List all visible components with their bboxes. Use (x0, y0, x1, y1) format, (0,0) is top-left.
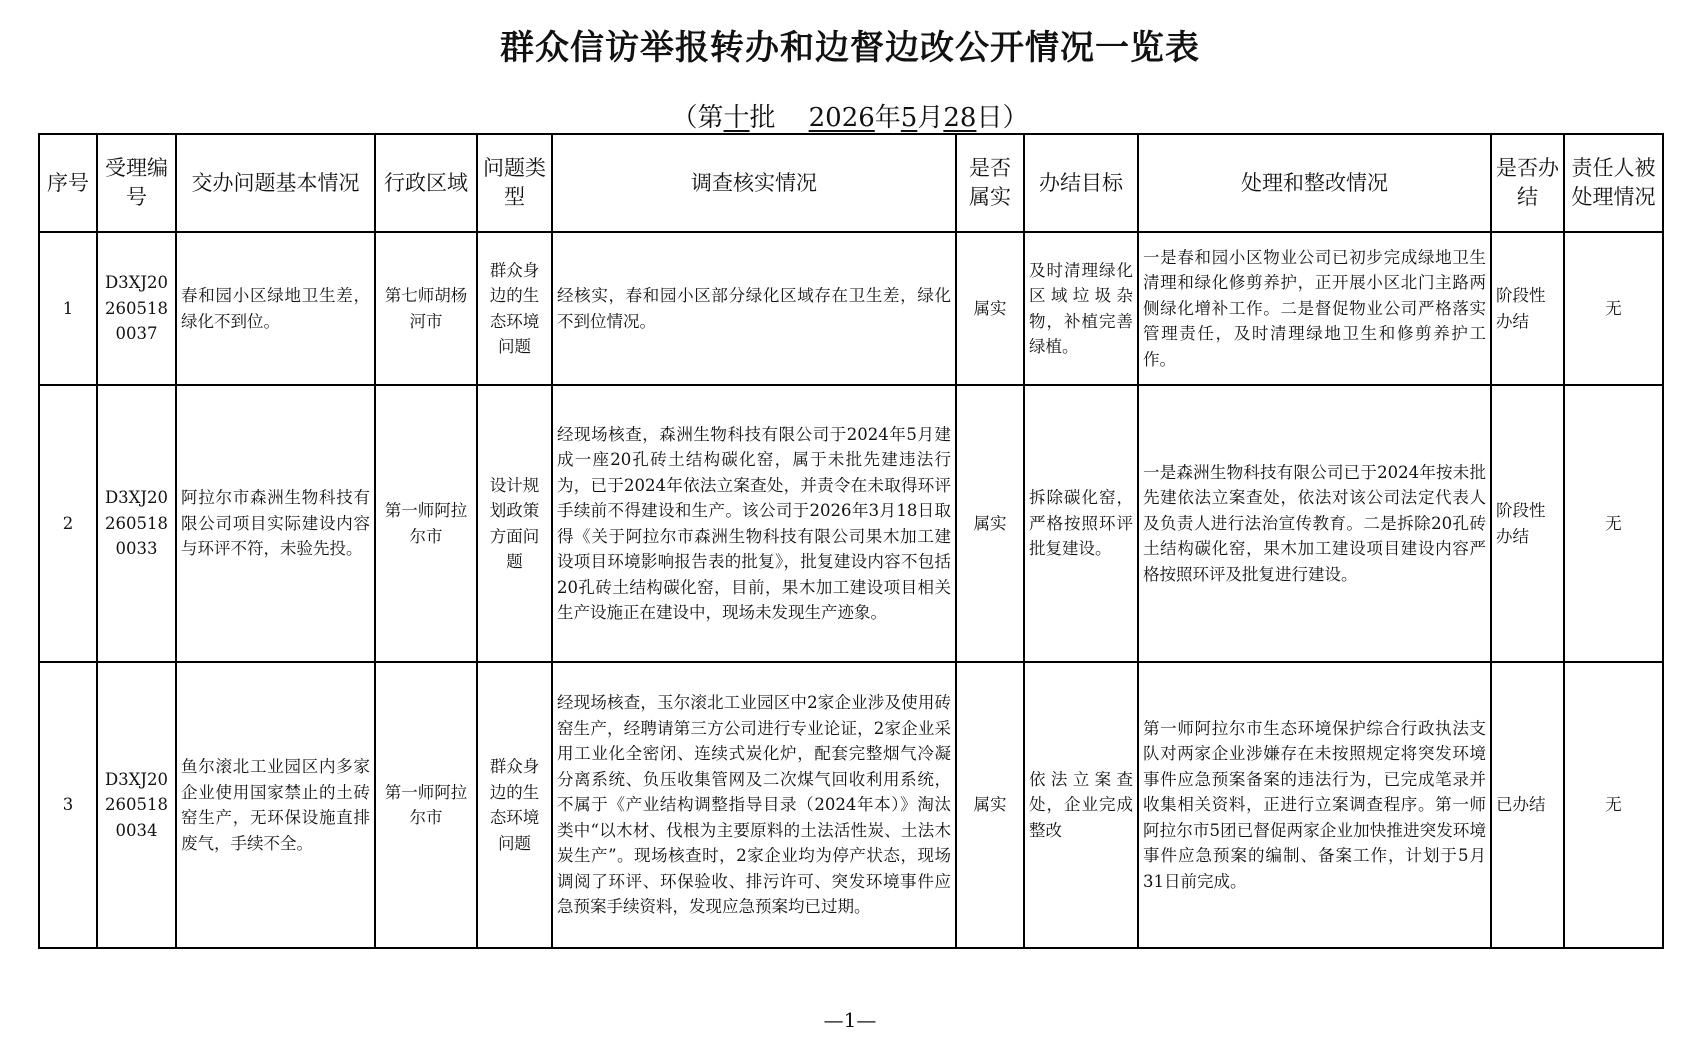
cell-verified: 属实 (956, 232, 1024, 385)
cell-handling: 第一师阿拉尔市生态环境保护综合行政执法支队对两家企业涉嫌存在未按照规定将突发环境事件应急预案备案的违法行为，已完成笔录并收集相关资料，正进行立案调查程序。第一师阿拉尔市5团已督促两家企业加快推进突发环境事件应急预案的编制、备案工作，计划于5月31日前完成。 (1138, 662, 1491, 948)
cell-issue: 鱼尔滚北工业园区内多家企业使用国家禁止的土砖窑生产，无环保设施直排废气，手续不全。 (176, 662, 375, 948)
date-month: 5 (900, 103, 918, 133)
cell-seq: 1 (39, 232, 97, 385)
cell-investigation: 经核实，春和园小区部分绿化区域存在卫生差，绿化不到位情况。 (552, 232, 956, 385)
cell-accountability: 无 (1564, 232, 1663, 385)
cell-type: 群众身边的生态环境问题 (477, 232, 552, 385)
cell-accountability: 无 (1564, 662, 1663, 948)
header-code: 受理编号 (97, 134, 176, 232)
cell-handling: 一是春和园小区物业公司已初步完成绿地卫生清理和绿化修剪养护，正开展小区北门主路两侧绿化增补工作。二是督促物业公司严格落实管理责任，及时清理绿地卫生和修剪养护工作。 (1138, 232, 1491, 385)
cell-goal: 及时清理绿化区域垃圾杂物，补植完善绿植。 (1024, 232, 1138, 385)
date-day-char: 日 (976, 103, 1003, 133)
header-goal: 办结目标 (1024, 134, 1138, 232)
cell-closed: 阶段性办结 (1491, 232, 1564, 385)
cell-type: 群众身边的生态环境问题 (477, 662, 552, 948)
date-month-char: 月 (917, 103, 944, 133)
cell-issue: 春和园小区绿地卫生差，绿化不到位。 (176, 232, 375, 385)
cell-investigation: 经现场核查，玉尔滚北工业园区中2家企业涉及使用砖窑生产，经聘请第三方公司进行专业论证，2家企业采用工业化全密闭、连续式炭化炉，配套完整烟气冷凝分离系统、负压收集管网及二次煤气回收利用系统，不属于《产业结构调整指导目录（2024年本）》淘汰类中“以木材、伐根为主要原料的土法活性炭、土法木炭生产”。现场核查时，2家企业均为停产状态，现场调阅了环评、环保验收、排污许可、突发环境事件应急预案手续资料，发现应急预案均已过期。 (552, 662, 956, 948)
date-day: 28 (943, 103, 977, 133)
header-investigation: 调查核实情况 (552, 134, 956, 232)
table-header-row (39, 134, 1663, 232)
subtitle-close: ） (1002, 103, 1029, 133)
header-type: 问题类型 (477, 134, 552, 232)
batch-number: 十 (723, 103, 750, 133)
header-closed: 是否办结 (1491, 134, 1564, 232)
cell-verified: 属实 (956, 662, 1024, 948)
table-row (39, 385, 1663, 662)
document-subtitle (0, 97, 1700, 134)
cell-closed: 阶段性办结 (1491, 385, 1564, 662)
date-year: 2026 (808, 103, 875, 133)
header-issue: 交办问题基本情况 (176, 134, 375, 232)
page-number: —1— (823, 1008, 877, 1032)
cell-region: 第一师阿拉尔市 (375, 385, 477, 662)
cell-seq: 2 (39, 385, 97, 662)
header-handling: 处理和整改情况 (1138, 134, 1491, 232)
cell-seq: 3 (39, 662, 97, 948)
petition-table (38, 133, 1664, 949)
cell-accountability: 无 (1564, 385, 1663, 662)
cell-goal: 依法立案查处，企业完成整改 (1024, 662, 1138, 948)
cell-code: D3XJ202605180033 (97, 385, 176, 662)
table-row (39, 232, 1663, 385)
cell-handling: 一是森洲生物科技有限公司已于2024年按未批先建依法立案查处，依法对该公司法定代表人及负责人进行法治宣传教育。二是拆除20孔砖土结构碳化窑，果木加工建设项目建设内容严格按照环评及批复进行建设。 (1138, 385, 1491, 662)
header-verified: 是否属实 (956, 134, 1024, 232)
table-row (39, 662, 1663, 948)
document-title: 群众信访举报转办和边督边改公开情况一览表 (500, 28, 1200, 68)
cell-investigation: 经现场核查，森洲生物科技有限公司于2024年5月建成一座20孔砖土结构碳化窑，属于未批先建违法行为，已于2024年依法立案查处，并责令在未取得环评手续前不得建设和生产。该公司于2026年3月18日取得《关于阿拉尔市森洲生物科技有限公司果木加工建设项目环境影响报告表的批复》，批复建设内容不包括20孔砖土结构碳化窑，目前，果木加工建设项目相关生产设施正在建设中，现场未发现生产迹象。 (552, 385, 956, 662)
cell-closed: 已办结 (1491, 662, 1564, 948)
cell-goal: 拆除碳化窑，严格按照环评批复建设。 (1024, 385, 1138, 662)
batch-suffix: 批 (749, 103, 776, 133)
subtitle-open: （第 (671, 103, 724, 133)
cell-code: D3XJ202605180037 (97, 232, 176, 385)
cell-issue: 阿拉尔市森洲生物科技有限公司项目实际建设内容与环评不符，未验先投。 (176, 385, 375, 662)
cell-region: 第一师阿拉尔市 (375, 662, 477, 948)
header-region: 行政区域 (375, 134, 477, 232)
header-accountability: 责任人被处理情况 (1564, 134, 1663, 232)
header-seq: 序号 (39, 134, 97, 232)
cell-region: 第七师胡杨河市 (375, 232, 477, 385)
cell-type: 设计规划政策方面问题 (477, 385, 552, 662)
cell-code: D3XJ202605180034 (97, 662, 176, 948)
cell-verified: 属实 (956, 385, 1024, 662)
date-year-char: 年 (874, 103, 901, 133)
